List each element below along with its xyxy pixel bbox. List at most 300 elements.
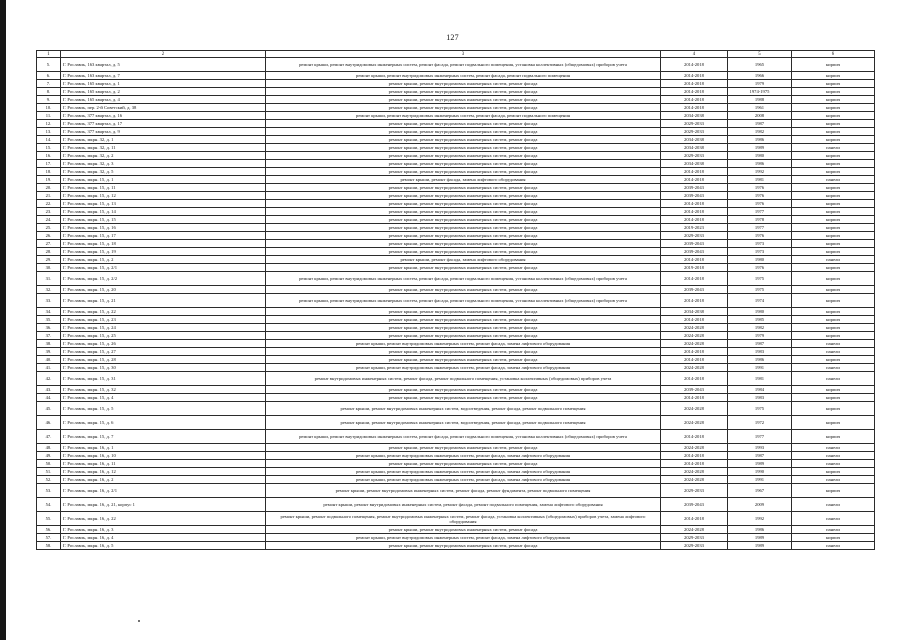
row-number-cell: 53. bbox=[37, 484, 61, 498]
housing-register-table bbox=[36, 50, 875, 550]
table-row bbox=[37, 444, 875, 452]
works-cell: ремонт крыши, ремонт внутридомовых инженерных систем, водоотведения, ремонт фасада, ремонт подвального помещения bbox=[266, 416, 661, 430]
period-cell: 2014-2018 bbox=[661, 168, 728, 176]
works-cell: ремонт крыши, ремонт внутридомовых инженерных систем, ремонт фасада bbox=[266, 348, 661, 356]
build-year-cell: 1987 bbox=[728, 120, 792, 128]
build-year-cell: 1982 bbox=[728, 128, 792, 136]
wall-material-cell: панели bbox=[792, 476, 875, 484]
works-cell: ремонт крыши, ремонт внутридомовых инженерных систем, ремонт фасада bbox=[266, 232, 661, 240]
works-cell: ремонт крыши, ремонт внутридомовых инженерных систем, ремонт фасада, замена лифтового оборудования bbox=[266, 340, 661, 348]
row-number-cell: 11. bbox=[37, 112, 61, 120]
build-year-cell: 1992 bbox=[728, 168, 792, 176]
row-number-cell: 44. bbox=[37, 394, 61, 402]
wall-material-cell: кирпич bbox=[792, 184, 875, 192]
row-number-cell: 17. bbox=[37, 160, 61, 168]
table-row bbox=[37, 484, 875, 498]
build-year-cell: 1991 bbox=[728, 476, 792, 484]
address-cell: Г. Рославль, 377 квартал, д. 17 bbox=[61, 120, 266, 128]
table-row bbox=[37, 168, 875, 176]
build-year-cell: 1977 bbox=[728, 430, 792, 444]
address-cell: Г. Рославль, мкрн. 15, д. 18 bbox=[61, 240, 266, 248]
period-cell: 2029-2033 bbox=[661, 120, 728, 128]
build-year-cell: 1975 bbox=[728, 272, 792, 286]
row-number-cell: 45. bbox=[37, 402, 61, 416]
works-cell: ремонт крыши, ремонт внутридомовых инженерных систем, ремонт фасада, замена лифтового оборудования bbox=[266, 468, 661, 476]
row-number-cell: 24. bbox=[37, 216, 61, 224]
period-cell: 2029-2033 bbox=[661, 232, 728, 240]
wall-material-cell: кирпич bbox=[792, 200, 875, 208]
build-year-cell: 1980 bbox=[728, 308, 792, 316]
row-number-cell: 46. bbox=[37, 416, 61, 430]
build-year-cell: 1966 bbox=[728, 72, 792, 80]
row-number-cell: 21. bbox=[37, 192, 61, 200]
build-year-cell: 1986 bbox=[728, 160, 792, 168]
table-row bbox=[37, 176, 875, 184]
row-number-cell: 25. bbox=[37, 224, 61, 232]
row-number-cell: 15. bbox=[37, 144, 61, 152]
wall-material-cell: кирпич bbox=[792, 128, 875, 136]
build-year-cell: 1976 bbox=[728, 200, 792, 208]
address-cell: Г. Рославль, мкрн. 16, д. 12 bbox=[61, 468, 266, 476]
works-cell: ремонт крыши, ремонт внутридомовых инженерных систем, ремонт фасада bbox=[266, 184, 661, 192]
works-cell: ремонт крыши, ремонт внутридомовых инженерных систем, ремонт фасада bbox=[266, 316, 661, 324]
works-cell: ремонт крыши, ремонт внутридомовых инженерных систем, ремонт фасада bbox=[266, 160, 661, 168]
row-number-cell: 12. bbox=[37, 120, 61, 128]
wall-material-cell: кирпич bbox=[792, 152, 875, 160]
address-cell: Г. Рославль, мкрн. 15, д. 32 bbox=[61, 386, 266, 394]
build-year-cell: 1986 bbox=[728, 526, 792, 534]
period-cell: 2024-2028 bbox=[661, 476, 728, 484]
row-number-cell: 27. bbox=[37, 240, 61, 248]
address-cell: Г. Рославль, мкрн. 16, д. 11 bbox=[61, 460, 266, 468]
table-row bbox=[37, 136, 875, 144]
works-cell: ремонт крыши, ремонт фасада, замена лифтового оборудования bbox=[266, 256, 661, 264]
address-cell: Г. Рославль, мкрн. 16, д. 5 bbox=[61, 542, 266, 550]
address-cell: Г. Рославль, мкрн. 15, д. 22 bbox=[61, 308, 266, 316]
address-cell: Г. Рославль, мкрн. 32, д. 1 bbox=[61, 136, 266, 144]
build-year-cell: 1977 bbox=[728, 224, 792, 232]
table-row bbox=[37, 286, 875, 294]
table-row bbox=[37, 96, 875, 104]
wall-material-cell: кирпич bbox=[792, 160, 875, 168]
address-cell: Г. Рославль, мкрн. 16, д. 2 bbox=[61, 476, 266, 484]
build-year-cell: 1975 bbox=[728, 286, 792, 294]
works-cell: ремонт крыши, ремонт внутридомовых инженерных систем, водоотведения, ремонт фасада, ремонт подвального помещения bbox=[266, 402, 661, 416]
period-cell: 2039-2043 bbox=[661, 386, 728, 394]
works-cell: ремонт крыши, ремонт внутридомовых инженерных систем, ремонт фасада bbox=[266, 136, 661, 144]
address-cell: Г. Рославль, 165 квартал, д. 4 bbox=[61, 96, 266, 104]
works-cell: ремонт крыши, ремонт внутридомовых инженерных систем, ремонт фасада bbox=[266, 120, 661, 128]
works-cell: ремонт крыши, ремонт внутридомовых инженерных систем, ремонт фасада bbox=[266, 332, 661, 340]
wall-material-cell: кирпич bbox=[792, 120, 875, 128]
period-cell: 2024-2028 bbox=[661, 332, 728, 340]
address-cell: Г. Рославль, мкрн. 32, д. 2 bbox=[61, 152, 266, 160]
period-cell: 2024-2028 bbox=[661, 324, 728, 332]
wall-material-cell: кирпич bbox=[792, 316, 875, 324]
period-cell: 2014-2018 bbox=[661, 316, 728, 324]
address-cell: Г. Рославль, мкрн. 16, д. 1 bbox=[61, 444, 266, 452]
table-row bbox=[37, 58, 875, 72]
period-cell: 2029-2033 bbox=[661, 128, 728, 136]
wall-material-cell: панели bbox=[792, 512, 875, 526]
wall-material-cell: кирпич bbox=[792, 484, 875, 498]
address-cell: Г. Рославль, 377 квартал, д. 16 bbox=[61, 112, 266, 120]
address-cell: Г. Рославль, мкрн. 15, д. 25 bbox=[61, 332, 266, 340]
address-cell: Г. Рославль, мкрн. 15, д. 26 bbox=[61, 340, 266, 348]
works-cell: ремонт крыши, ремонт внутридомовых инженерных систем, ремонт фасада bbox=[266, 248, 661, 256]
table-row bbox=[37, 348, 875, 356]
period-cell: 2019-2023 bbox=[661, 224, 728, 232]
build-year-cell: 1986 bbox=[728, 356, 792, 364]
works-cell: ремонт крыши, ремонт внутридомовых инженерных систем, ремонт фасада, замена лифтового оборудования bbox=[266, 476, 661, 484]
table-row bbox=[37, 386, 875, 394]
wall-material-cell: кирпич bbox=[792, 430, 875, 444]
works-cell: ремонт крыши, ремонт внутридомовых инженерных систем, ремонт фасада, ремонт подвального помещения, установка коллективных (общедомовых) приборов учета bbox=[266, 294, 661, 308]
build-year-cell: 1974-1975 bbox=[728, 88, 792, 96]
row-number-cell: 18. bbox=[37, 168, 61, 176]
table-row bbox=[37, 332, 875, 340]
period-cell: 2014-2018 bbox=[661, 58, 728, 72]
address-cell: Г. Рославль, мкрн. 15, д. 19 bbox=[61, 248, 266, 256]
table-row bbox=[37, 88, 875, 96]
wall-material-cell: кирпич bbox=[792, 356, 875, 364]
build-year-cell: 1982 bbox=[728, 324, 792, 332]
wall-material-cell: кирпич bbox=[792, 112, 875, 120]
table-row bbox=[37, 208, 875, 216]
table-row bbox=[37, 80, 875, 88]
build-year-cell: 1987 bbox=[728, 452, 792, 460]
table-row bbox=[37, 324, 875, 332]
address-cell: Г. Рославль, мкрн. 15, д. 7 bbox=[61, 430, 266, 444]
works-cell: ремонт крыши, ремонт внутридомовых инженерных систем, ремонт фасада bbox=[266, 200, 661, 208]
wall-material-cell: кирпич bbox=[792, 192, 875, 200]
works-cell: ремонт крыши, ремонт подвального помещения, ремонт внутридомовых инженерных систем, ремонт фасада, установка коллективных (общедомовых) приборов учета, замена лифтового оборудования bbox=[266, 512, 661, 526]
row-number-cell: 9. bbox=[37, 96, 61, 104]
build-year-cell: 1989 bbox=[728, 534, 792, 542]
build-year-cell: 1993 bbox=[728, 444, 792, 452]
table-row bbox=[37, 340, 875, 348]
works-cell: ремонт крыши, ремонт внутридомовых инженерных систем, ремонт фасада, замена лифтового оборудования bbox=[266, 534, 661, 542]
address-cell: Г. Рославль, мкрн. 15, д. 11 bbox=[61, 184, 266, 192]
wall-material-cell: кирпич bbox=[792, 104, 875, 112]
works-cell: ремонт крыши, ремонт внутридомовых инженерных систем, ремонт фасада, замена лифтового оборудования bbox=[266, 364, 661, 372]
period-cell: 2014-2018 bbox=[661, 272, 728, 286]
wall-material-cell: кирпич bbox=[792, 264, 875, 272]
works-cell: ремонт крыши, ремонт внутридомовых инженерных систем, ремонт фасада bbox=[266, 526, 661, 534]
wall-material-cell: кирпич bbox=[792, 80, 875, 88]
table-row bbox=[37, 232, 875, 240]
row-number-cell: 48. bbox=[37, 444, 61, 452]
address-cell: Г. Рославль, мкрн. 32, д. 5 bbox=[61, 168, 266, 176]
table-row bbox=[37, 216, 875, 224]
build-year-cell: 1990 bbox=[728, 468, 792, 476]
build-year-cell: 1981 bbox=[728, 176, 792, 184]
column-number: 2 bbox=[61, 51, 266, 58]
row-number-cell: 56. bbox=[37, 526, 61, 534]
build-year-cell: 1989 bbox=[728, 144, 792, 152]
works-cell: ремонт крыши, ремонт внутридомовых инженерных систем, ремонт фасада, ремонт подвального помещения, установка коллективных (общедомовых) приборов учета bbox=[266, 272, 661, 286]
address-cell: Г. Рославль, мкрн. 15, д. 2 bbox=[61, 256, 266, 264]
table-row bbox=[37, 394, 875, 402]
build-year-cell: 1991 bbox=[728, 364, 792, 372]
wall-material-cell: панели bbox=[792, 452, 875, 460]
table-row bbox=[37, 526, 875, 534]
wall-material-cell: панели bbox=[792, 348, 875, 356]
row-number-cell: 41. bbox=[37, 364, 61, 372]
address-cell: Г. Рославль, 165 квартал, д. 2 bbox=[61, 88, 266, 96]
address-cell: Г. Рославль, мкрн. 16, д. 3 bbox=[61, 526, 266, 534]
table-row bbox=[37, 272, 875, 286]
row-number-cell: 39. bbox=[37, 348, 61, 356]
works-cell: ремонт крыши, ремонт внутридомовых инженерных систем, ремонт фасада bbox=[266, 286, 661, 294]
wall-material-cell: панели bbox=[792, 542, 875, 550]
row-number-cell: 31. bbox=[37, 272, 61, 286]
row-number-cell: 16. bbox=[37, 152, 61, 160]
build-year-cell: 1980 bbox=[728, 256, 792, 264]
works-cell: ремонт крыши, ремонт внутридомовых инженерных систем, ремонт фасада, ремонт подвального помещения bbox=[266, 72, 661, 80]
period-cell: 2014-2018 bbox=[661, 348, 728, 356]
address-cell: Г. Рославль, мкрн. 15, д. 1 bbox=[61, 176, 266, 184]
wall-material-cell: кирпич bbox=[792, 332, 875, 340]
wall-material-cell: кирпич bbox=[792, 96, 875, 104]
table-row bbox=[37, 264, 875, 272]
table-body bbox=[37, 51, 875, 550]
works-cell: ремонт крыши, ремонт внутридомовых инженерных систем, ремонт фасада bbox=[266, 128, 661, 136]
wall-material-cell: кирпич bbox=[792, 136, 875, 144]
build-year-cell: 1976 bbox=[728, 184, 792, 192]
period-cell: 2039-2043 bbox=[661, 192, 728, 200]
wall-material-cell: кирпич bbox=[792, 386, 875, 394]
period-cell: 2014-2018 bbox=[661, 394, 728, 402]
row-number-cell: 6. bbox=[37, 72, 61, 80]
table-row bbox=[37, 468, 875, 476]
wall-material-cell: кирпич bbox=[792, 402, 875, 416]
works-cell: ремонт крыши, ремонт внутридомовых инженерных систем, ремонт фасада bbox=[266, 308, 661, 316]
wall-material-cell: кирпич bbox=[792, 324, 875, 332]
table-row bbox=[37, 308, 875, 316]
period-cell: 2034-2038 bbox=[661, 160, 728, 168]
address-cell: Г. Рославль, мкрн. 15, д. 24 bbox=[61, 324, 266, 332]
table-row bbox=[37, 112, 875, 120]
address-cell: Г. Рославль, мкрн. 15, д. 28 bbox=[61, 356, 266, 364]
build-year-cell: 1989 bbox=[728, 460, 792, 468]
table-row bbox=[37, 200, 875, 208]
table-row bbox=[37, 120, 875, 128]
wall-material-cell: кирпич bbox=[792, 272, 875, 286]
row-number-cell: 54. bbox=[37, 498, 61, 512]
row-number-cell: 52. bbox=[37, 476, 61, 484]
build-year-cell: 1985 bbox=[728, 316, 792, 324]
table-row bbox=[37, 476, 875, 484]
table-row bbox=[37, 402, 875, 416]
build-year-cell: 1975 bbox=[728, 402, 792, 416]
build-year-cell: 2009 bbox=[728, 498, 792, 512]
wall-material-cell: панели bbox=[792, 144, 875, 152]
works-cell: ремонт крыши, ремонт внутридомовых инженерных систем, ремонт фасада bbox=[266, 96, 661, 104]
wall-material-cell: кирпич bbox=[792, 232, 875, 240]
table-row bbox=[37, 144, 875, 152]
wall-material-cell: панели bbox=[792, 340, 875, 348]
period-cell: 2014-2018 bbox=[661, 512, 728, 526]
row-number-cell: 34. bbox=[37, 308, 61, 316]
period-cell: 2014-2018 bbox=[661, 96, 728, 104]
scan-edge bbox=[0, 0, 6, 640]
wall-material-cell: кирпич bbox=[792, 294, 875, 308]
table-row bbox=[37, 224, 875, 232]
wall-material-cell: панели bbox=[792, 364, 875, 372]
build-year-cell: 1979 bbox=[728, 80, 792, 88]
address-cell: Г. Рославль, мкрн. 15, д. 27 bbox=[61, 348, 266, 356]
period-cell: 2024-2028 bbox=[661, 402, 728, 416]
row-number-cell: 33. bbox=[37, 294, 61, 308]
build-year-cell: 1983 bbox=[728, 348, 792, 356]
build-year-cell: 1965 bbox=[728, 58, 792, 72]
period-cell: 2029-2033 bbox=[661, 534, 728, 542]
period-cell: 2024-2028 bbox=[661, 468, 728, 476]
build-year-cell: 1973 bbox=[728, 248, 792, 256]
row-number-cell: 26. bbox=[37, 232, 61, 240]
build-year-cell: 1976 bbox=[728, 232, 792, 240]
wall-material-cell: панели bbox=[792, 372, 875, 386]
build-year-cell: 1986 bbox=[728, 136, 792, 144]
row-number-cell: 49. bbox=[37, 452, 61, 460]
address-cell: Г. Рославль, мкрн. 16, д. 10 bbox=[61, 452, 266, 460]
row-number-cell: 42. bbox=[37, 372, 61, 386]
works-cell: ремонт крыши, ремонт внутридомовых инженерных систем, ремонт фасада bbox=[266, 216, 661, 224]
build-year-cell: 1983 bbox=[728, 394, 792, 402]
wall-material-cell: кирпич bbox=[792, 248, 875, 256]
works-cell: ремонт крыши, ремонт внутридомовых инженерных систем, ремонт фасада bbox=[266, 394, 661, 402]
period-cell: 2014-2018 bbox=[661, 256, 728, 264]
address-cell: Г. Рославль, мкрн. 15, д. 15 bbox=[61, 216, 266, 224]
table-row bbox=[37, 294, 875, 308]
works-cell: ремонт крыши, ремонт внутридомовых инженерных систем, ремонт фасада, ремонт подвального помещения, установка коллективных (общедомовых) приборов учета bbox=[266, 430, 661, 444]
table-row bbox=[37, 512, 875, 526]
build-year-cell: 1981 bbox=[728, 372, 792, 386]
works-cell: ремонт крыши, ремонт внутридомовых инженерных систем, ремонт фасада, ремонт подвального помещения, замена лифтового оборудования bbox=[266, 498, 661, 512]
works-cell: ремонт крыши, ремонт внутридомовых инженерных систем, ремонт фасада bbox=[266, 240, 661, 248]
row-number-cell: 22. bbox=[37, 200, 61, 208]
row-number-cell: 47. bbox=[37, 430, 61, 444]
row-number-cell: 32. bbox=[37, 286, 61, 294]
row-number-cell: 36. bbox=[37, 324, 61, 332]
works-cell: ремонт крыши, ремонт внутридомовых инженерных систем, ремонт фасада, ремонт подвального помещения, установка коллективных (общедомовых) приборов учета bbox=[266, 58, 661, 72]
period-cell: 2019-2018 bbox=[661, 264, 728, 272]
period-cell: 2014-2018 bbox=[661, 460, 728, 468]
works-cell: ремонт крыши, ремонт внутридомовых инженерных систем, ремонт фасада bbox=[266, 80, 661, 88]
period-cell: 2034-2038 bbox=[661, 112, 728, 120]
address-cell: Г. Рославль, мкрн. 16, д. 22 bbox=[61, 512, 266, 526]
works-cell: ремонт крыши, ремонт внутридомовых инженерных систем, ремонт фасада, замена лифтового оборудования bbox=[266, 452, 661, 460]
table-row bbox=[37, 240, 875, 248]
column-number: 1 bbox=[37, 51, 61, 58]
build-year-cell: 1974 bbox=[728, 294, 792, 308]
wall-material-cell: панели bbox=[792, 176, 875, 184]
row-number-cell: 55. bbox=[37, 512, 61, 526]
wall-material-cell: панели bbox=[792, 256, 875, 264]
works-cell: ремонт крыши, ремонт внутридомовых инженерных систем, ремонт фасада bbox=[266, 88, 661, 96]
wall-material-cell: кирпич bbox=[792, 308, 875, 316]
table-row bbox=[37, 104, 875, 112]
row-number-cell: 51. bbox=[37, 468, 61, 476]
wall-material-cell: кирпич bbox=[792, 58, 875, 72]
wall-material-cell: панели bbox=[792, 498, 875, 512]
address-cell: Г. Рославль, мкрн. 15, д. 2/1 bbox=[61, 264, 266, 272]
period-cell: 2014-2018 bbox=[661, 430, 728, 444]
address-cell: Г. Рославль, мкрн. 15, д. 20 bbox=[61, 286, 266, 294]
row-number-cell: 28. bbox=[37, 248, 61, 256]
period-cell: 2014-2018 bbox=[661, 452, 728, 460]
works-cell: ремонт крыши, ремонт внутридомовых инженерных систем, ремонт фасада bbox=[266, 356, 661, 364]
build-year-cell: 1976 bbox=[728, 192, 792, 200]
period-cell: 2024-2028 bbox=[661, 364, 728, 372]
wall-material-cell: панели bbox=[792, 444, 875, 452]
table-row bbox=[37, 372, 875, 386]
address-cell: Г. Рославль, мкрн. 15, д. 21 bbox=[61, 294, 266, 308]
period-cell: 2034-2038 bbox=[661, 308, 728, 316]
period-cell: 2014-2018 bbox=[661, 356, 728, 364]
works-cell: ремонт крыши, ремонт внутридомовых инженерных систем, ремонт фасада, ремонт подвального помещения bbox=[266, 112, 661, 120]
row-number-cell: 13. bbox=[37, 128, 61, 136]
works-cell: ремонт крыши, ремонт внутридомовых инженерных систем, ремонт фасада bbox=[266, 460, 661, 468]
build-year-cell: 1989 bbox=[728, 542, 792, 550]
works-cell: ремонт крыши, ремонт внутридомовых инженерных систем, ремонт фасада bbox=[266, 192, 661, 200]
period-cell: 2039-2043 bbox=[661, 240, 728, 248]
wall-material-cell: кирпич bbox=[792, 72, 875, 80]
build-year-cell: 1979 bbox=[728, 332, 792, 340]
works-cell: ремонт крыши, ремонт внутридомовых инженерных систем, ремонт фасада bbox=[266, 152, 661, 160]
build-year-cell: 1984 bbox=[728, 386, 792, 394]
wall-material-cell: кирпич bbox=[792, 168, 875, 176]
works-cell: ремонт крыши, ремонт внутридомовых инженерных систем, ремонт фасада bbox=[266, 386, 661, 394]
page-number: 127 bbox=[446, 33, 459, 42]
build-year-cell: 1978 bbox=[728, 216, 792, 224]
build-year-cell: 1987 bbox=[728, 340, 792, 348]
address-cell: Г. Рославль, мкрн. 15, д. 30 bbox=[61, 364, 266, 372]
row-number-cell: 43. bbox=[37, 386, 61, 394]
period-cell: 2039-2043 bbox=[661, 184, 728, 192]
table-row bbox=[37, 460, 875, 468]
address-cell: Г. Рославль, мкрн. 15, д. 4 bbox=[61, 394, 266, 402]
wall-material-cell: кирпич bbox=[792, 534, 875, 542]
period-cell: 2039-2043 bbox=[661, 248, 728, 256]
works-cell: ремонт крыши, ремонт внутридомовых инженерных систем, ремонт фасада bbox=[266, 264, 661, 272]
period-cell: 2024-2028 bbox=[661, 340, 728, 348]
address-cell: Г. Рославль, мкрн. 16, д. 21, корпус 1 bbox=[61, 498, 266, 512]
column-number: 5 bbox=[728, 51, 792, 58]
build-year-cell: 1973 bbox=[728, 240, 792, 248]
build-year-cell: 1961 bbox=[728, 104, 792, 112]
table-row bbox=[37, 248, 875, 256]
build-year-cell: 2008 bbox=[728, 112, 792, 120]
scan-speck bbox=[138, 620, 140, 622]
wall-material-cell: панели bbox=[792, 526, 875, 534]
build-year-cell: 1988 bbox=[728, 96, 792, 104]
period-cell: 2029-2033 bbox=[661, 152, 728, 160]
table-row bbox=[37, 128, 875, 136]
row-number-cell: 7. bbox=[37, 80, 61, 88]
table-row bbox=[37, 498, 875, 512]
address-cell: Г. Рославль, мкрн. 15, д. 2/2 bbox=[61, 272, 266, 286]
address-cell: Г. Рославль, 165 квартал, д. 1 bbox=[61, 80, 266, 88]
period-cell: 2024-2028 bbox=[661, 416, 728, 430]
period-cell: 2034-2038 bbox=[661, 136, 728, 144]
period-cell: 2014-2018 bbox=[661, 80, 728, 88]
works-cell: ремонт крыши, ремонт внутридомовых инженерных систем, ремонт фасада bbox=[266, 444, 661, 452]
period-cell: 2029-2033 bbox=[661, 542, 728, 550]
period-cell: 2029-2033 bbox=[661, 484, 728, 498]
table-row bbox=[37, 534, 875, 542]
